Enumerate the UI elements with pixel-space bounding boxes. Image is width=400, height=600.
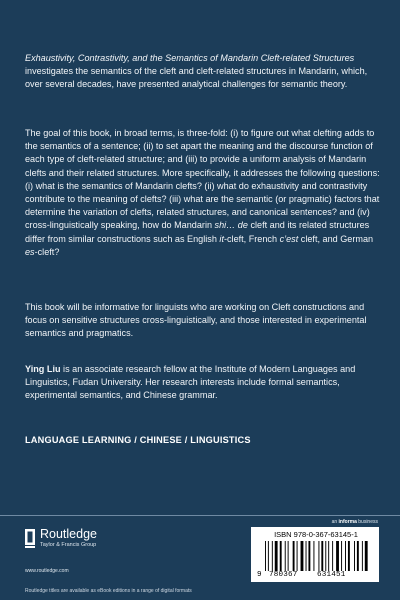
goal-text-5: -cleft? [34,246,60,257]
barcode-digit-first: 9 [257,571,262,579]
book-title: Exhaustivity, Contrastivity, and the Semantics of Mandarin Cleft-related Structures [25,53,355,63]
goal-term-es: es [25,246,35,257]
publisher-logo [25,527,145,567]
goal-paragraph [25,127,380,259]
divider-line [0,515,400,516]
barcode-digits-left: 780367 [269,571,298,579]
publisher-group: Taylor & Francis Group [40,542,97,548]
author-bio: is an associate research fellow at the Institute of Modern Languages and Linguistics, Fudan University. Her research interests include formal semantics, experimental semantics, and Chinese grammar. [25,364,356,401]
barcode-bars-icon [265,541,369,571]
isbn-number: ISBN 978-0-367-63145-1 [274,530,358,539]
intro-paragraph [25,52,380,92]
author-name: Ying Liu [25,364,61,374]
ebook-availability-note: Routledge titles are available as eBook editions in a range of digital formats [25,588,192,594]
goal-text-4: cleft, and German [298,233,374,244]
author-paragraph [25,363,380,403]
goal-term-cest: c’est [279,233,299,244]
informa-suffix: business [356,519,378,525]
goal-term-it: it [219,233,224,244]
goal-text-2: cleft and its related structures differ from similar constructions such as English [25,220,370,244]
subject-categories: LANGUAGE LEARNING / CHINESE / LINGUISTICS [25,435,251,445]
publisher-name: Routledge [40,527,97,541]
informa-word: informa [338,519,357,525]
informa-prefix: an [331,519,339,525]
intro-text: investigates the semantics of the cleft and cleft-related structures in Mandarin, which, over several decades, have presented analytical challenges for semantic theory. [25,66,368,90]
routledge-logo-icon [25,529,35,551]
publisher-website[interactable]: www.routledge.com [25,568,69,574]
isbn-barcode [251,527,379,582]
audience-paragraph: This book will be informative for linguists who are working on Cleft constructions and focus on sensitive structures cross-linguistically, and those interested in experimental semantics and pragmatics. [25,302,367,339]
barcode-digits-right: 631451 [317,571,346,579]
goal-text-3: -cleft, French [223,233,280,244]
goal-text-1: The goal of this book, in broad terms, is three-fold: (i) to figure out what clefting adds to the semantics of a sentence; (ii) to set apart the meaning and the discourse function of each type of cleft-related structure; and (iii) to provide a uniform analysis of Mandarin clefts and their related structures. More specifically, it addresses the following questions: (i) what is the semantics of Mandarin clefts? (ii) what do exhaustivity and contrastivity contribute to the meaning of clefts? (iii) what are the semantic (or pragmatic) factors that determine the variation of clefts, related structures, and canonical sentences? and (iv) cross-linguistically speaking, how do Mandarin [25,128,380,231]
informa-business-note [332,519,378,525]
goal-term-shi-de: shi… de [214,220,248,231]
